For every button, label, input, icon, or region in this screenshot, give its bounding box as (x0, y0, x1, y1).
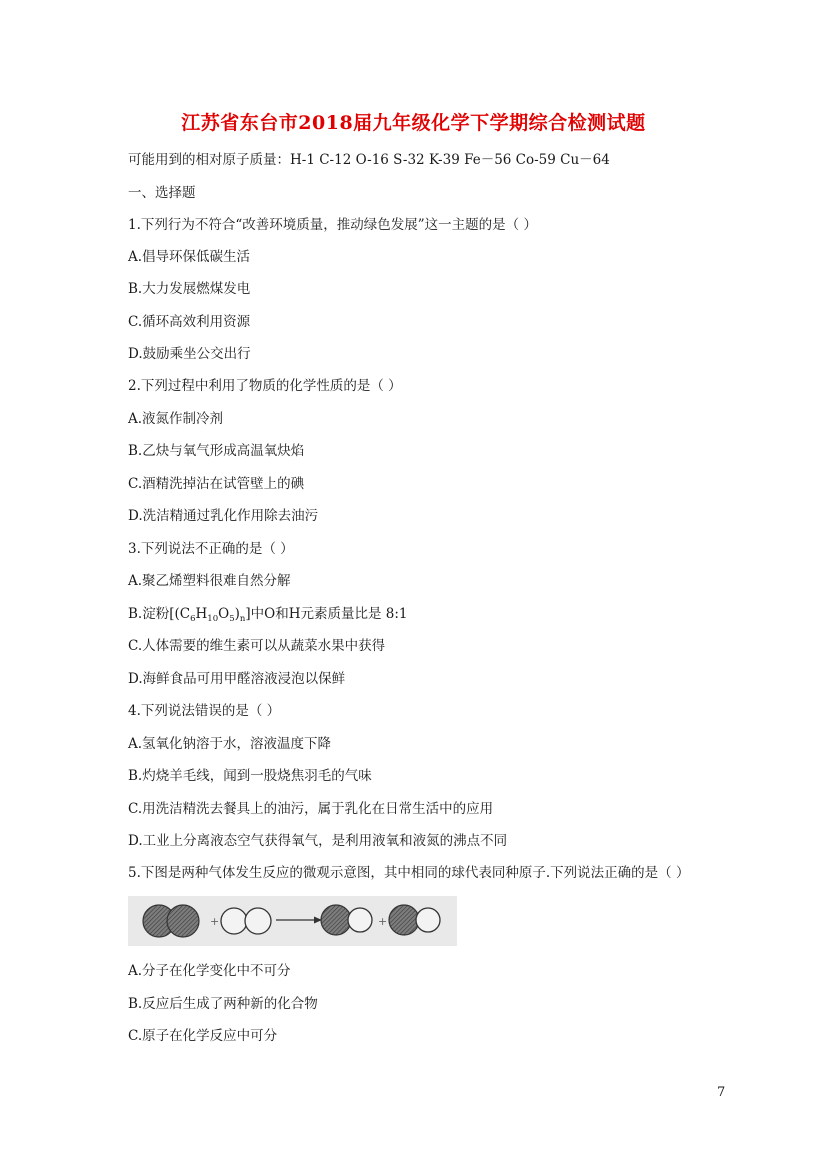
reactant-1-molecule (143, 905, 199, 937)
question-4-stem: 4.下列说法错误的是（ ） (128, 703, 281, 719)
question-1-option-c: C.循环高效利用资源 (128, 314, 251, 330)
reaction-diagram (128, 896, 457, 946)
question-3-stem: 3.下列说法不正确的是（ ） (128, 541, 294, 557)
question-4-option-a: A.氢氧化钠溶于水，溶液温度下降 (128, 736, 332, 752)
question-2-option-b: B.乙炔与氧气形成高温氧炔焰 (128, 443, 305, 459)
question-3-option-b: B.淀粉$[(C_6H_{10}O_5)_n]$中O和H元素质量比是 8:1 (128, 606, 408, 624)
question-2-stem: 2.下列过程中利用了物质的化学性质的是（ ） (128, 378, 402, 394)
question-5-option-c: C.原子在化学反应中可分 (128, 1028, 278, 1044)
question-5-option-b: B.反应后生成了两种新的化合物 (128, 996, 318, 1012)
question-5-stem: 5.下图是两种气体发生反应的微观示意图，其中相同的球代表同种原子.下列说法正确的是（ ） (128, 865, 690, 881)
product-1-molecule (321, 905, 372, 935)
question-1-option-d: D.鼓励乘坐公交出行 (128, 346, 251, 362)
question-5-option-a: A.分子在化学变化中不可分 (128, 963, 291, 979)
plus-sign-2: + (378, 915, 388, 928)
question-4-option-d: D.工业上分离液态空气获得氧气，是利用液氧和液氮的沸点不同 (128, 833, 508, 849)
question-4-option-c: C.用洗洁精洗去餐具上的油污，属于乳化在日常生活中的应用 (128, 801, 494, 817)
question-3-option-d: D.海鲜食品可用甲醛溶液浸泡以保鲜 (128, 671, 346, 687)
question-1-stem: 1.下列行为不符合“改善环境质量，推动绿色发展”这一主题的是（ ） (128, 217, 537, 233)
plus-sign-1: + (210, 915, 220, 928)
question-2-option-a: A.液氮作制冷剂 (128, 411, 224, 427)
page-number: 7 (717, 1085, 726, 1100)
question-3-option-c: C.人体需要的维生素可以从蔬菜水果中获得 (128, 638, 386, 654)
atomic-mass-note: 可能用到的相对原子质量：H-1 C-12 O-16 S-32 K-39 Fe－56 Co-59 Cu－64 (128, 152, 610, 168)
reaction-arrow (276, 917, 322, 924)
product-2-molecule (389, 905, 440, 935)
section-heading: 一、选择题 (128, 185, 196, 201)
question-3-option-a: A.聚乙烯塑料很难自然分解 (128, 573, 291, 589)
page-title: 江苏省东台市2018届九年级化学下学期综合检测试题 (181, 112, 646, 134)
question-1-option-b: B.大力发展燃煤发电 (128, 281, 251, 297)
reaction-diagram-svg (128, 896, 457, 946)
question-1-option-a: A.倡导环保低碳生活 (128, 249, 251, 265)
question-4-option-b: B.灼烧羊毛线，闻到一股烧焦羽毛的气味 (128, 768, 372, 784)
question-2-option-c: C.酒精洗掉沾在试管壁上的碘 (128, 476, 305, 492)
reactant-2-molecule (221, 908, 271, 934)
question-2-option-d: D.洗洁精通过乳化作用除去油污 (128, 508, 319, 524)
